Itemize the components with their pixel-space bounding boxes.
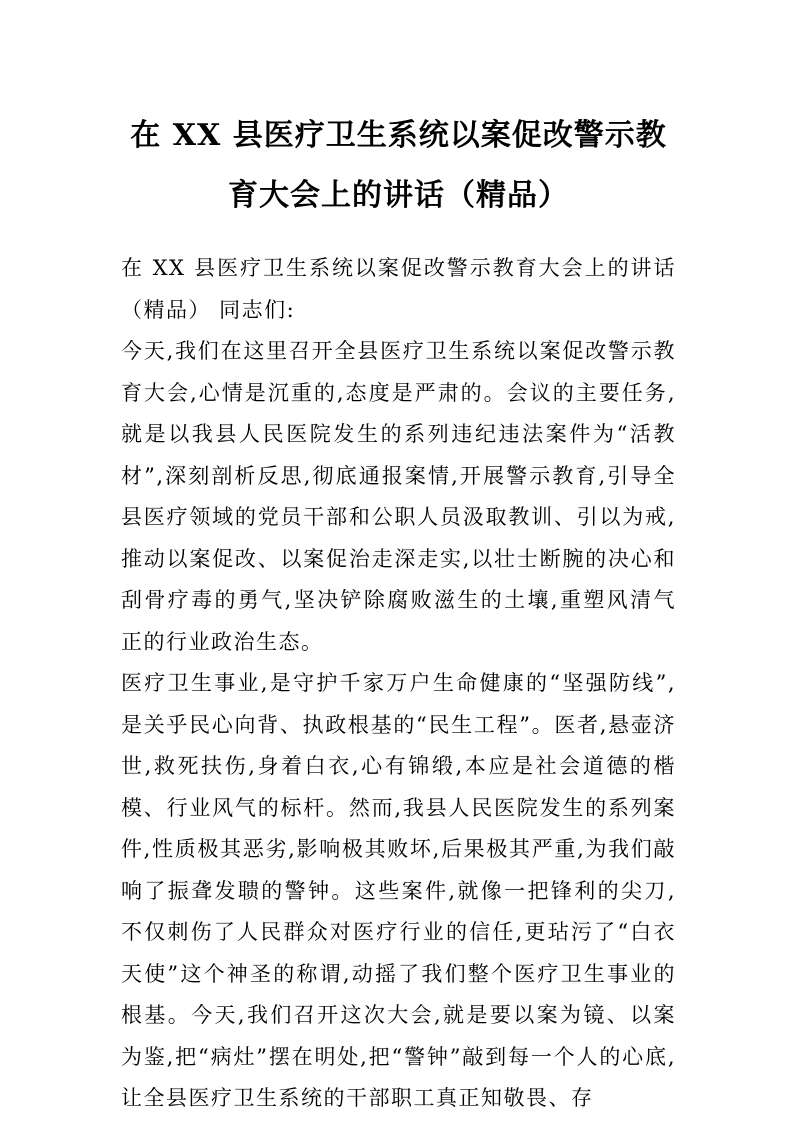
paragraph-salutation: 在 XX 县医疗卫生系统以案促改警示教育大会上的讲话（精品） 同志们: <box>121 256 676 322</box>
paragraph-body: 医疗卫生事业,是守护千家万户生命健康的“坚强防线”,是关乎民心向背、执政根基的“民生工程”。医者,悬壶济世,救死扶伤,身着白衣,心有锦缎,本应是社会道德的楷模、行业风气的标杆。然而,我县人民医院发生的系列案件,性质极其恶劣,影响极其败坏,后果极其严重,为我们敲响了振聋发聩的警钟。这些案件,就像一把锋利的尖刀,不仅刺伤了人民群众对医疗行业的信任,更玷污了“白衣天使”这个神圣的称谓,动摇了我们整个医疗卫生事业的根基。今天,我们召开这次大会,就是要以案为镜、以案为鉴,把“病灶”摆在明处,把“警钟”敲到每一个人的心底,让全县医疗卫生系统的干部职工真正知敬畏、存 <box>121 671 676 1110</box>
paragraph-opening: 今天,我们在这里召开全县医疗卫生系统以案促改警示教育大会,心情是沉重的,态度是严肃的。会议的主要任务,就是以我县人民医院发生的系列违纪违法案件为“活教材”,深刻剖析反思,彻底通报案情,开展警示教育,引导全县医疗领域的党员干部和公职人员汲取教训、引以为戒,推动以案促改、以案促治走深走实,以壮士断腕的决心和刮骨疗毒的勇气,坚决铲除腐败滋生的土壤,重塑风清气正的行业政治生态。 <box>121 339 676 654</box>
document-body <box>121 248 676 1120</box>
document-title: 在 XX 县医疗卫生系统以案促改警示教育大会上的讲话（精品） <box>130 118 667 213</box>
